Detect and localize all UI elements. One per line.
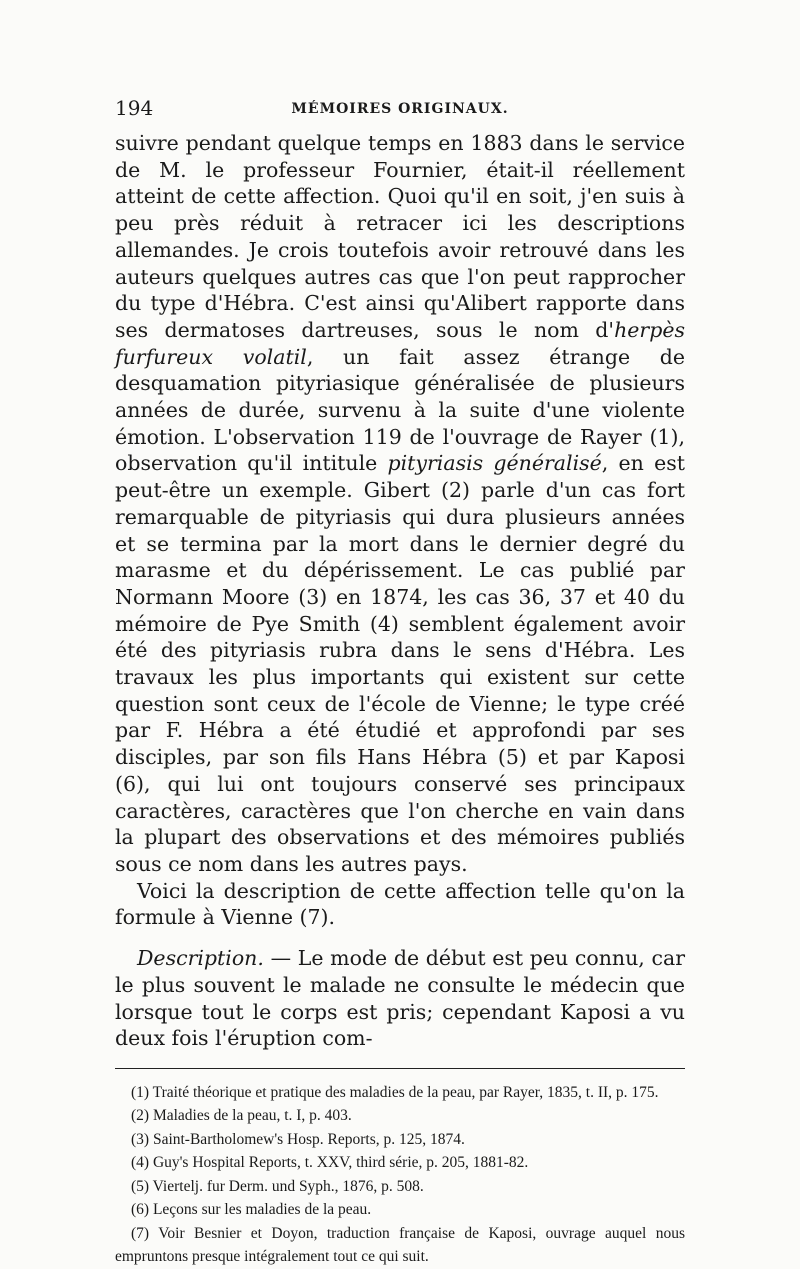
footnote-1: (1) Traité théorique et pratique des maladies de la peau, par Rayer, 1835, t. II, p. 175.	[131, 1083, 659, 1101]
italic-term-herpes: herpès furfureux volatil	[115, 317, 685, 369]
book-page	[115, 96, 685, 1269]
footnote-rule	[115, 1068, 685, 1069]
footnote-2: (2) Maladies de la peau, t. I, p. 403.	[131, 1107, 352, 1125]
paragraph-1-text-a: suivre pendant quelque temps en 1883 dans le service de M. le professeur Fournier, était-il réellement atteint de cette affection. Quoi qu'il en soit, j'en suis à peu près réduit à retracer ici les descriptions allemandes. Je crois toutefois avoir retrouvé dans les auteurs quelques autres cas que l'on peut rapprocher du type d'Hébra. C'est ainsi qu'Alibert rapporte dans ses dermatoses dartreuses, sous le nom d'	[115, 131, 685, 342]
page-number: 194	[115, 96, 154, 120]
italic-term-pityriasis: pityriasis généralisé	[387, 451, 602, 476]
paragraph-3	[115, 945, 685, 1052]
section-heading-description: Description.	[137, 946, 264, 971]
footnote-7: (7) Voir Besnier et Doyon, traduction française de Kaposi, ouvrage auquel nous empruntons presque intégralement tout ce qui suit.	[115, 1224, 685, 1266]
paragraph-2: Voici la description de cette affection telle qu'on la formule à Vienne (7).	[115, 878, 685, 930]
footnotes	[115, 1081, 685, 1269]
running-title: MÉMOIRES ORIGINAUX.	[291, 101, 509, 117]
footnote-6: (6) Leçons sur les maladies de la peau.	[131, 1201, 372, 1219]
footnote-5: (5) Viertelj. fur Derm. und Syph., 1876, p. 508.	[131, 1177, 424, 1195]
footnote-3: (3) Saint-Bartholomew's Hosp. Reports, p. 125, 1874.	[131, 1130, 465, 1148]
page-header	[115, 96, 685, 130]
footnote-4: (4) Guy's Hospital Reports, t. XXV, third série, p. 205, 1881-82.	[131, 1154, 529, 1172]
paragraph-1-text-b: , un fait assez étrange de desquamation pityriasique généralisée de plusieurs années de durée, survenu à la suite d'une violente émotion. L'observation 119 de l'ouvrage de Rayer (1), observation qu'il intitule	[115, 344, 685, 476]
paragraph-1	[115, 130, 685, 878]
paragraph-1-text-c: , en est peut-être un exemple. Gibert (2) parle d'un cas fort remarquable de pityriasis qui dura plusieurs années et se termina par la mort dans le dernier degré du marasme et du dépérissement. Le cas publié par Normann Moore (3) en 1874, les cas 36, 37 et 40 du mémoire de Pye Smith (4) semblent également avoir été des pityriasis rubra dans le sens d'Hébra. Les travaux les plus importants qui existent sur cette question sont ceux de l'école de Vienne; le type créé par F. Hébra a été étudié et approfondi par ses disciples, par son fils Hans Hébra (5) et par Kaposi (6), qui lui ont toujours conservé ses principaux caractères, caractères que l'on cherche en vain dans la plupart des observations et des mémoires publiés sous ce nom dans les autres pays.	[115, 451, 685, 876]
paragraph-3-text: — Le mode de début est peu connu, car le plus souvent le malade ne consulte le médecin que lorsque tout le corps est pris; cependant Kaposi a vu deux fois l'éruption com-	[115, 946, 685, 1051]
